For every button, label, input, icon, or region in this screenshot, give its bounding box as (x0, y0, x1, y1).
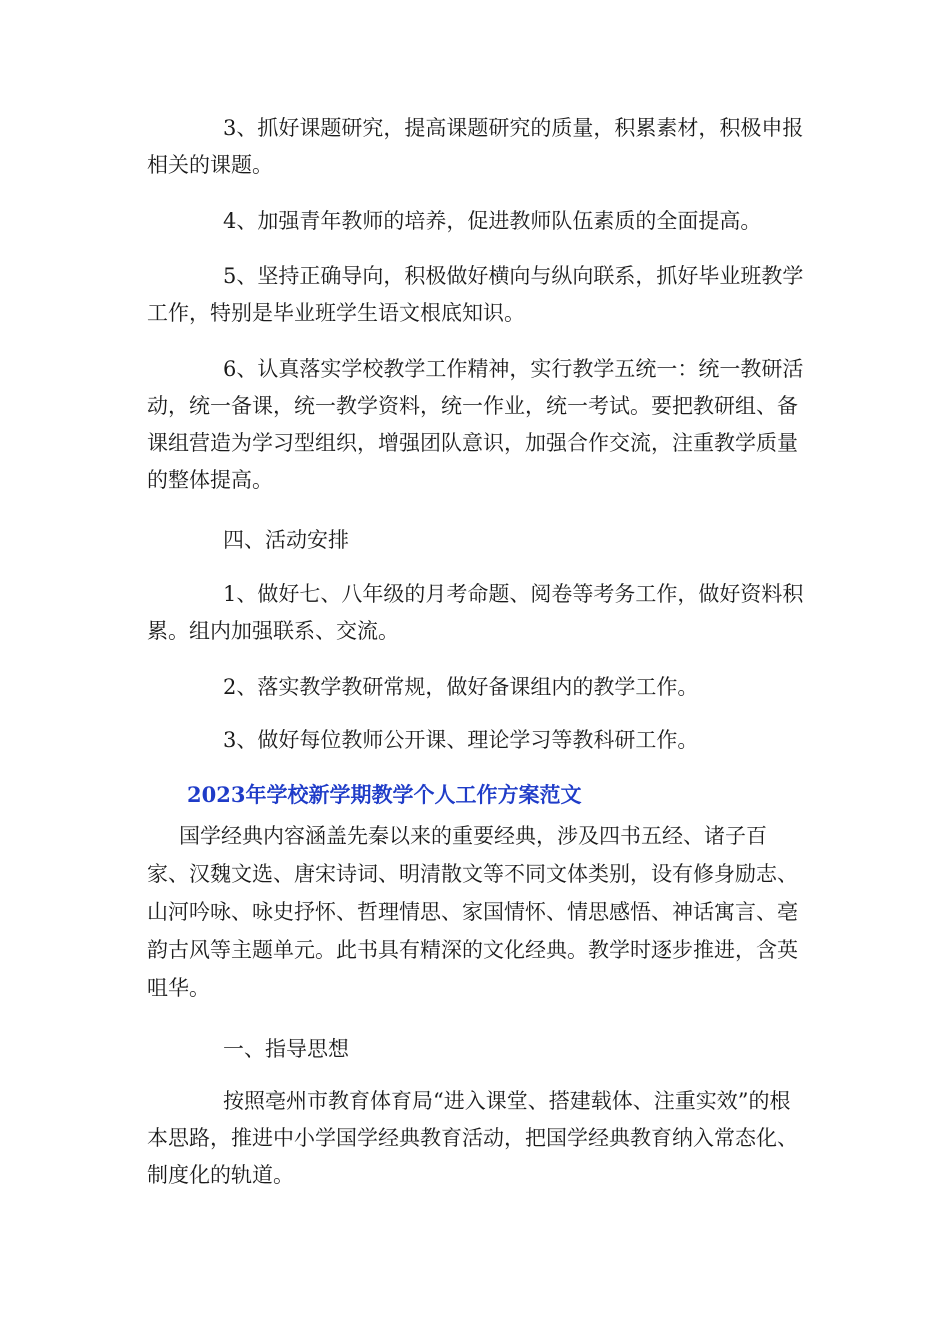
paragraph-task-4: 4、加强青年教师的培养，促进教师队伍素质的全面提高。 (223, 209, 762, 233)
paragraph-activity-2: 2、落实教学教研常规，做好备课组内的教学工作。 (223, 675, 699, 699)
paragraph-activity-3: 3、做好每位教师公开课、理论学习等教科研工作。 (223, 728, 699, 752)
section-guiding-title: 一、指导思想 (223, 1037, 349, 1061)
article-heading: 2023年学校新学期教学个人工作方案范文 (187, 782, 582, 807)
paragraph-task-3: 3、抓好课题研究，提高课题研究的质量，积累素材，积极申报相关的课题。 (147, 116, 804, 177)
paragraph-intro: 国学经典内容涵盖先秦以来的重要经典，涉及四书五经、诸子百家、汉魏文选、唐宋诗词、明清散文等不同文体类别，设有修身励志、山河吟咏、咏史抒怀、哲理情思、家国情怀、情思感悟、神话寓言、亳韵古风等主题单元。此书具有精深的文化经典。教学时逐步推进，含英咀华。 (147, 824, 798, 1000)
paragraph-guiding: 按照亳州市教育体育局“进入课堂、搭建载体、注重实效”的根本思路，推进中小学国学经典教育活动，把国学经典教育纳入常态化、制度化的轨道。 (147, 1089, 798, 1187)
paragraph-activity-1: 1、做好七、八年级的月考命题、阅卷等考务工作，做好资料积累。组内加强联系、交流。 (147, 582, 804, 643)
paragraph-task-5: 5、坚持正确导向，积极做好横向与纵向联系，抓好毕业班教学工作，特别是毕业班学生语文根底知识。 (147, 264, 804, 325)
section-activities-title: 四、活动安排 (223, 528, 349, 552)
paragraph-task-6: 6、认真落实学校教学工作精神，实行教学五统一：统一教研活动，统一备课，统一教学资料，统一作业，统一考试。要把教研组、备课组营造为学习型组织，增强团队意识，加强合作交流，注重教学质量的整体提高。 (147, 357, 804, 492)
